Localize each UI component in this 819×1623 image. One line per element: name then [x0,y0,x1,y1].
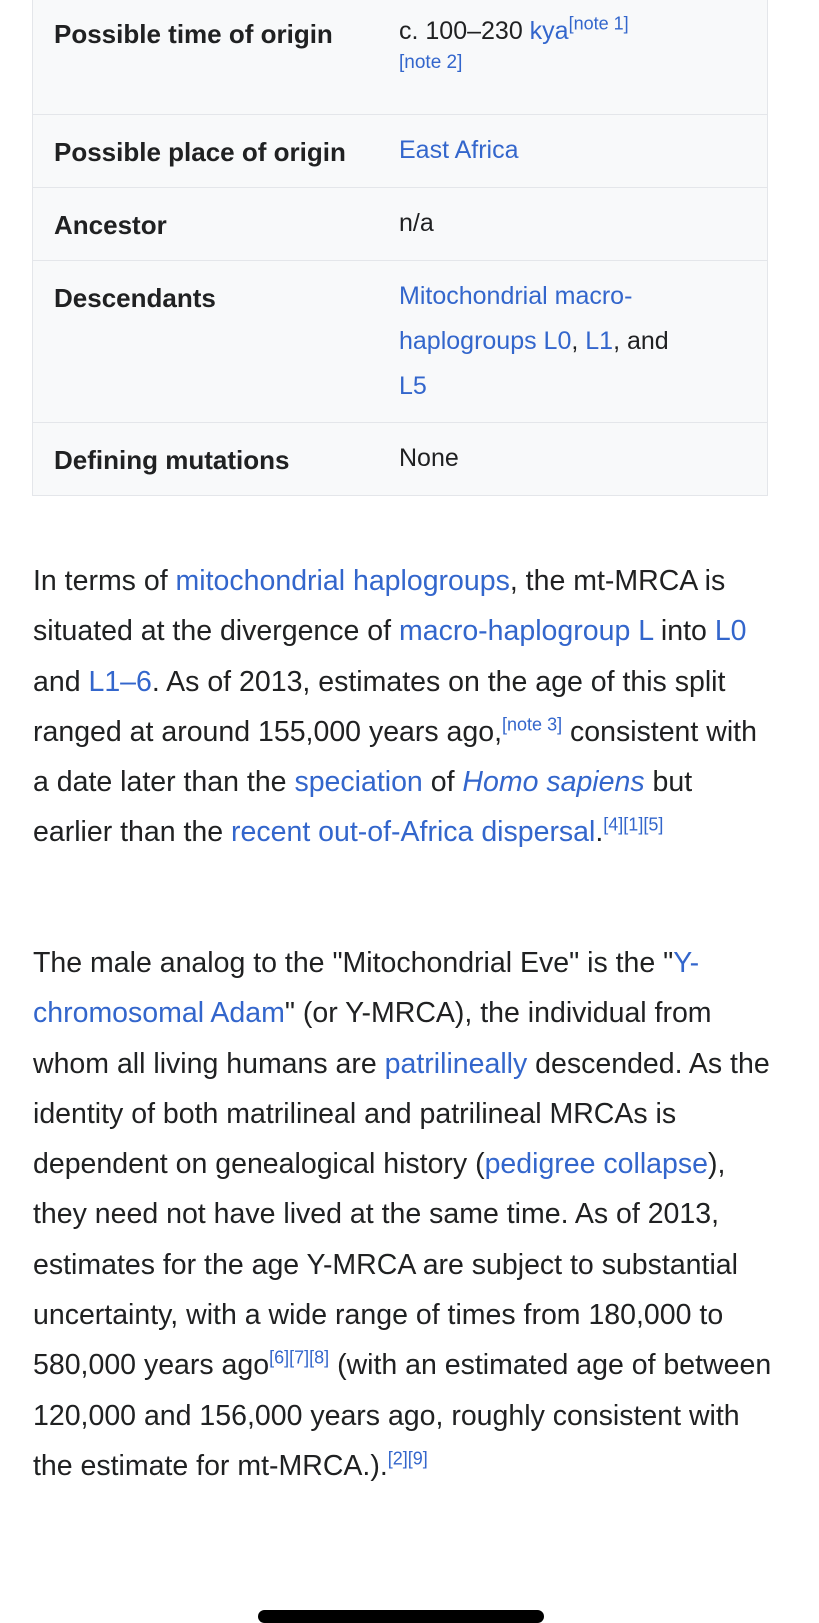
infobox-row-descendants [33,260,767,422]
infobox-table [32,0,768,496]
note-3-link[interactable]: [note 3] [502,714,563,735]
patrilineally-link[interactable]: patrilineally [384,1047,528,1080]
l5-link[interactable]: L5 [399,372,427,400]
paragraph-haplogroups: In terms of mitochondrial haplogroups, the mt-MRCA is situated at the divergence of macro-haplogroup L into L0 and L1–6. As of 2013, estimates on the age of this split ranged at around 155,000 years ago,[note 3] consistent with a date later than the speciation of Homo sapiens but earlier than the recent out-of-Africa dispersal.[4][1][5] [33,565,757,849]
separator-text: , [571,327,586,355]
infobox-label: Defining mutations [54,445,290,475]
mitochondrial-haplogroups-link[interactable]: mitochondrial haplogroups [175,565,510,597]
note-2-link[interactable]: [note 2] [399,52,463,73]
l1-6-link[interactable]: L1–6 [88,665,152,698]
reference-links[interactable]: [2][9] [387,1448,428,1469]
reference-links[interactable]: [4][1][5] [603,814,664,835]
y-chromosomal-adam-link[interactable]: Y-chromosomal Adam [33,947,700,1030]
home-indicator[interactable] [258,1610,544,1623]
infobox-value [399,0,767,114]
macro-haplogroup-l-link[interactable]: macro-haplogroup L [399,615,654,648]
infobox-value: None [399,444,459,472]
infobox-value [399,261,767,422]
homo-sapiens-link[interactable]: Homo sapiens [462,766,645,799]
separator-text: , and [613,327,669,355]
east-africa-link[interactable]: East Africa [399,136,519,164]
infobox-label: Descendants [54,283,216,313]
l0-link[interactable]: L0 [714,615,747,648]
infobox-label: Possible place of origin [54,137,346,167]
infobox-value [399,115,767,187]
infobox-row-place-of-origin [33,114,767,187]
macro-haplogroups-link[interactable]: Mitochondrial macro- haplogroups L0 [399,282,633,355]
infobox-label: Possible time of origin [54,19,333,49]
paragraph-y-mrca: The male analog to the "Mitochondrial Eve" is the "Y-chromosomal Adam" (or Y-MRCA), the individual from whom all living humans are patrilineally descended. As the identity of both matrilineal and patrilineal MRCAs is dependent on genealogical history (pedigree collapse), they need not have lived at the same time. As of 2013, estimates for the age Y-MRCA are subject to substantial uncertainty, with a wide range of times from 180,000 to 580,000 years ago[6][7][8] (with an estimated age of between 120,000 and 156,000 years ago, roughly consistent with the estimate for mt-MRCA.).[2][9] [33,947,772,1482]
kya-link[interactable]: kya [529,17,569,45]
reference-links[interactable]: [6][7][8] [269,1347,330,1368]
time-range-text: c. 100–230 [399,17,530,45]
infobox-row-ancestor [33,187,767,260]
infobox-row-time-of-origin [33,0,767,114]
infobox-value: n/a [399,209,434,237]
note-1-link[interactable]: [note 1] [568,13,629,34]
speciation-link[interactable]: speciation [294,766,423,799]
pedigree-collapse-link[interactable]: pedigree collapse [484,1148,708,1181]
l1-link[interactable]: L1 [585,327,614,355]
infobox-label: Ancestor [54,210,167,240]
infobox-row-defining-mutations [33,422,767,495]
out-of-africa-link[interactable]: recent out-of-Africa dispersal [231,816,596,849]
